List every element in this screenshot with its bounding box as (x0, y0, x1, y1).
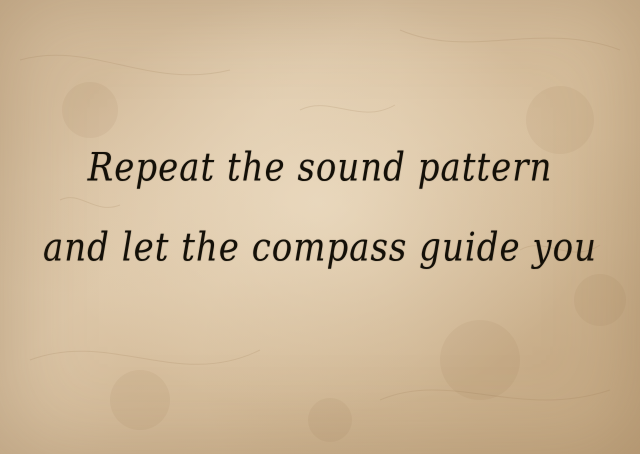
message-line-1: Repeat the sound pattern (87, 145, 553, 191)
message-line-2: and let the compass guide you (43, 225, 597, 271)
